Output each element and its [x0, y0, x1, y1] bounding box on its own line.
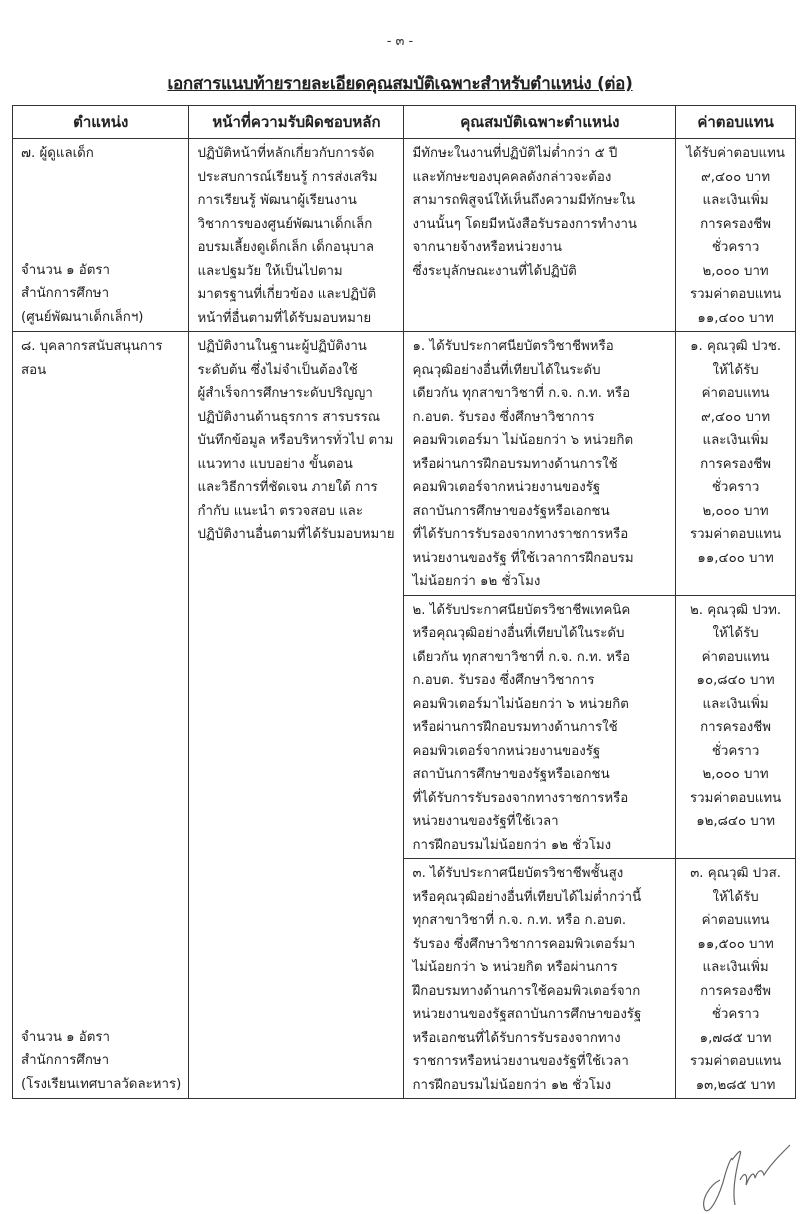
compensation-line: ๒,๐๐๐ บาท	[702, 263, 769, 279]
compensation-line: ๑๓,๒๘๕ บาท	[695, 1077, 776, 1093]
qualification-line: หน่วยงานของรัฐที่ใช้เวลา	[412, 814, 559, 829]
table-row	[13, 332, 796, 596]
qualification-line: ทุกสาขาวิชาที่ ก.จ. ก.ท. หรือ ก.อบต.	[412, 913, 627, 928]
compensation-line: ๙,๔๐๐ บาท	[701, 169, 771, 185]
qualification-line: สถาบันการศึกษาของรัฐหรือเอกชน	[412, 503, 610, 519]
compensation-line: การครองชีพ	[700, 983, 772, 999]
duty-line: มาตรฐานที่เกี่ยวข้อง และปฏิบัติ	[197, 287, 377, 302]
compensation-line: ๓. คุณวุฒิ ปวส.	[690, 866, 781, 881]
compensation-line: ชั่วคราว	[711, 240, 760, 255]
position-footer	[21, 1026, 181, 1097]
compensation-line: รวมค่าตอบแทน	[689, 527, 782, 542]
duty-line: การเรียนรู้ พัฒนาผู้เรียนงาน	[197, 193, 357, 208]
compensation-line: ๑. คุณวุฒิ ปวช.	[690, 339, 782, 354]
duty-line: และวิธีการที่ชัดเจน ภายใต้ การ	[197, 480, 378, 495]
compensation-line: ชั่วคราว	[711, 480, 760, 495]
compensation-line: ๑๑,๔๐๐ บาท	[697, 550, 774, 566]
header-compensation: ค่าตอบแทน	[676, 106, 796, 139]
qualification-line: เดียวกัน ทุกสาขาวิชาที่ ก.จ. ก.ท. หรือ	[412, 649, 631, 665]
duty-line: บันทึกข้อมูล หรือบริหารทั่วไป ตาม	[197, 433, 394, 448]
document-title: เอกสารแนบท้ายรายละเอียดคุณสมบัติเฉพาะสำหรับตำแหน่ง (ต่อ)	[167, 74, 633, 94]
duties-cell	[189, 139, 404, 332]
compensation-line: ๑๑,๕๐๐ บาท	[697, 936, 774, 952]
qualification-line: ราชการหรือหน่วยงานของรัฐที่ใช้เวลา	[412, 1054, 629, 1069]
duty-line: ปฏิบัติงานอื่นตามที่ได้รับมอบหมาย	[197, 527, 395, 542]
qualification-line: ๒. ได้รับประกาศนียบัตรวิชาชีพเทคนิค	[412, 602, 631, 618]
compensation-line: ให้ได้รับ	[712, 362, 759, 378]
qualification-line: ไม่น้อยกว่า ๖ หน่วยกิต หรือผ่านการ	[412, 960, 618, 975]
qualification-line: และทักษะของบุคคลดังกล่าวจะต้อง	[412, 169, 612, 185]
compensation-line: ๒. คุณวุฒิ ปวท.	[690, 602, 782, 618]
qualification-cell	[404, 332, 676, 596]
compensation-cell	[676, 595, 796, 859]
position-footer	[21, 259, 143, 330]
position-footer-line: สำนักการศึกษา	[21, 286, 110, 301]
duty-line: ผู้สำเร็จการศึกษาระดับปริญญา	[197, 386, 373, 401]
compensation-cell	[676, 139, 796, 332]
duty-line: ประสบการณ์เรียนรู้ การส่งเสริม	[197, 169, 378, 185]
qualification-line: หน่วยงานของรัฐ ที่ใช้เวลาการฝึกอบรม	[412, 550, 634, 566]
compensation-line: ค่าตอบแทน	[701, 649, 770, 665]
qualification-line: ฝึกอบรมทางด้านการใช้คอมพิวเตอร์จาก	[412, 983, 641, 999]
position-footer-line: (โรงเรียนเทศบาลวัดละหาร)	[21, 1076, 182, 1092]
qualification-cell	[404, 595, 676, 859]
position-footer-line: สำนักการศึกษา	[21, 1053, 110, 1068]
compensation-line: ๒,๐๐๐ บาท	[702, 767, 769, 782]
qualification-line: ที่ได้รับการรับรองจากทางราชการหรือ	[412, 527, 629, 542]
compensation-line: ๒,๐๐๐ บาท	[702, 503, 769, 519]
qualification-line: หรือผ่านการฝึกอบรมทางด้านการใช้	[412, 456, 618, 472]
compensation-line: ๑,๗๘๕ บาท	[699, 1030, 772, 1046]
qualification-line: ไม่น้อยกว่า ๑๒ ชั่วโมง	[412, 574, 541, 589]
qualification-line: หรือเอกชนที่ได้รับการรับรองจากทาง	[412, 1030, 621, 1046]
compensation-line: ให้ได้รับ	[712, 889, 759, 905]
qualification-line: หรือคุณวุฒิอย่างอื่นที่เทียบได้ในระดับ	[412, 626, 625, 641]
compensation-line: ๑๐,๘๔๐ บาท	[696, 673, 775, 688]
qualification-line: คอมพิวเตอร์มาไม่น้อยกว่า ๖ หน่วยกิต	[412, 696, 629, 712]
signature-icon	[680, 1140, 800, 1214]
position-cell	[13, 332, 189, 1099]
duty-line: วิชาการของศูนย์พัฒนาเด็กเล็ก	[197, 216, 373, 232]
table-body	[13, 139, 796, 1099]
compensation-line: ๑๑,๔๐๐ บาท	[697, 310, 774, 326]
qualification-cell	[404, 859, 676, 1099]
compensation-line: ชั่วคราว	[711, 1007, 760, 1022]
compensation-line: ค่าตอบแทน	[701, 913, 770, 928]
qualification-line: ที่ได้รับการรับรองจากทางราชการหรือ	[412, 790, 629, 806]
qualification-line: ๑. ได้รับประกาศนียบัตรวิชาชีพหรือ	[412, 339, 614, 354]
table-header-row	[13, 106, 796, 139]
position-footer-line: จำนวน ๑ อัตรา	[21, 262, 111, 278]
qualification-line: ๓. ได้รับประกาศนียบัตรวิชาชีพชั้นสูง	[412, 866, 624, 881]
position-footer-line: จำนวน ๑ อัตรา	[21, 1029, 111, 1045]
position-title: ๗. ผู้ดูแลเด็ก	[21, 146, 94, 161]
qualification-line: คอมพิวเตอร์จากหน่วยงานของรัฐ	[412, 743, 601, 759]
qualification-table	[12, 105, 796, 1099]
qualification-line: งานนั้นๆ โดยมีหนังสือรับรองการทำงาน	[412, 216, 638, 232]
duty-line: ปฏิบัติงานด้านธุรการ สารบรรณ	[197, 409, 381, 425]
compensation-line: รวมค่าตอบแทน	[689, 1054, 782, 1069]
duty-line: กำกับ แนะนำ ตรวจสอบ และ	[197, 503, 363, 519]
qualification-line: สามารถพิสูจน์ให้เห็นถึงความมีทักษะใน	[412, 193, 636, 208]
page-number: - ๓ -	[386, 34, 414, 49]
compensation-line: และเงินเพิ่ม	[702, 433, 769, 448]
qualification-line: รับรอง ซึ่งศึกษาวิชาการคอมพิวเตอร์มา	[412, 936, 636, 952]
qualification-line: เดียวกัน ทุกสาขาวิชาที่ ก.จ. ก.ท. หรือ	[412, 386, 631, 401]
compensation-line: ๑๒,๘๔๐ บาท	[696, 814, 775, 829]
compensation-cell	[676, 859, 796, 1099]
qualification-line: การฝึกอบรมไม่น้อยกว่า ๑๒ ชั่วโมง	[412, 1077, 612, 1093]
table-row	[13, 139, 796, 332]
qualification-line: หรือคุณวุฒิอย่างอื่นที่เทียบได้ไม่ต่ำกว่านี้	[412, 889, 642, 905]
qualification-line: คอมพิวเตอร์จากหน่วยงานของรัฐ	[412, 480, 601, 495]
compensation-line: ชั่วคราว	[711, 743, 760, 759]
duty-line: แนวทาง แบบอย่าง ขั้นตอน	[197, 456, 353, 472]
qualification-cell	[404, 139, 676, 332]
compensation-line: การครองชีพ	[700, 216, 772, 232]
qualification-line: การฝึกอบรมไม่น้อยกว่า ๑๒ ชั่วโมง	[412, 837, 612, 853]
compensation-line: ค่าตอบแทน	[701, 386, 770, 401]
qualification-line: ก.อบต. รับรอง ซึ่งศึกษาวิชาการ	[412, 673, 595, 688]
compensation-line: และเงินเพิ่ม	[702, 960, 769, 975]
qualification-line: คุณวุฒิอย่างอื่นที่เทียบได้ในระดับ	[412, 362, 601, 378]
position-cell	[13, 139, 189, 332]
duty-line: อบรมเลี้ยงดูเด็กเล็ก เด็กอนุบาล	[197, 240, 374, 255]
compensation-line: ให้ได้รับ	[712, 626, 759, 641]
qualification-line: หน่วยงานของรัฐสถาบันการศึกษาของรัฐ	[412, 1007, 642, 1022]
qualification-line: มีทักษะในงานที่ปฏิบัติไม่ต่ำกว่า ๕ ปี	[412, 146, 618, 161]
qualification-line: สถาบันการศึกษาของรัฐหรือเอกชน	[412, 767, 610, 782]
compensation-line: และเงินเพิ่ม	[702, 696, 769, 712]
compensation-line: และเงินเพิ่ม	[702, 193, 769, 208]
duty-line: ระดับต้น ซึ่งไม่จำเป็นต้องใช้	[197, 362, 358, 378]
qualification-line: หรือผ่านการฝึกอบรมทางด้านการใช้	[412, 720, 618, 735]
header-position: ตำแหน่ง	[13, 106, 189, 139]
duty-line: ปฏิบัติหน้าที่หลักเกี่ยวกับการจัด	[197, 146, 375, 161]
header-duties: หน้าที่ความรับผิดชอบหลัก	[189, 106, 404, 139]
compensation-line: รวมค่าตอบแทน	[689, 287, 782, 302]
duty-line: และปฐมวัย ให้เป็นไปตาม	[197, 263, 343, 279]
compensation-line: การครองชีพ	[700, 720, 772, 735]
compensation-line: รวมค่าตอบแทน	[689, 790, 782, 806]
position-title: ๘. บุคลากรสนับสนุนการสอน	[21, 339, 163, 378]
qualification-line: คอมพิวเตอร์มา ไม่น้อยกว่า ๖ หน่วยกิต	[412, 433, 634, 448]
header-qualifications: คุณสมบัติเฉพาะตำแหน่ง	[404, 106, 676, 139]
position-footer-line: (ศูนย์พัฒนาเด็กเล็กฯ)	[21, 309, 144, 325]
compensation-cell	[676, 332, 796, 596]
qualification-line: ซึ่งระบุลักษณะงานที่ได้ปฏิบัติ	[412, 263, 577, 279]
compensation-line: การครองชีพ	[700, 456, 772, 472]
duties-cell	[189, 332, 404, 1099]
duty-line: หน้าที่อื่นตามที่ได้รับมอบหมาย	[197, 310, 372, 326]
compensation-line: ๙,๔๐๐ บาท	[701, 409, 771, 425]
qualification-line: จากนายจ้างหรือหน่วยงาน	[412, 240, 562, 255]
compensation-line: ได้รับค่าตอบแทน	[686, 146, 785, 161]
qualification-line: ก.อบต. รับรอง ซึ่งศึกษาวิชาการ	[412, 409, 595, 425]
duty-line: ปฏิบัติงานในฐานะผู้ปฏิบัติงาน	[197, 339, 367, 354]
